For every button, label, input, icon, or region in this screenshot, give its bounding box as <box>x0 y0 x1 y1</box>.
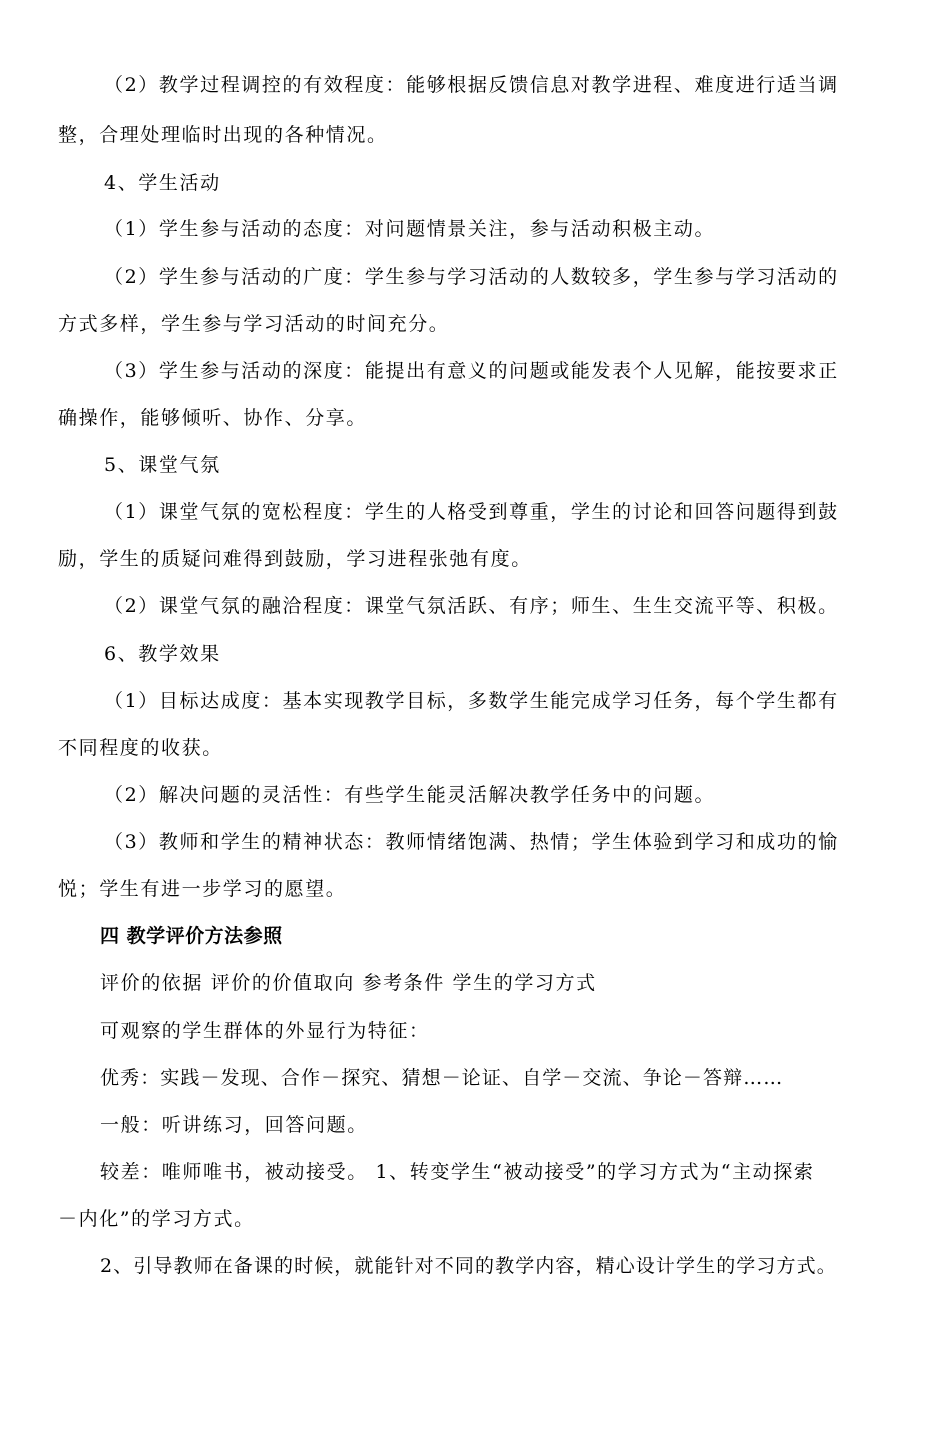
paragraph-student-breadth-line-1: （2）学生参与活动的广度：学生参与学习活动的人数较多，学生参与学习活动的 <box>104 266 839 288</box>
paragraph-atmosphere-relaxed-line-2: 励，学生的质疑问难得到鼓励，学习进程张弛有度。 <box>58 548 532 570</box>
paragraph-goal-achievement-line-1: （1）目标达成度：基本实现教学目标，多数学生能完成学习任务，每个学生都有 <box>104 690 839 712</box>
paragraph-student-attitude: （1）学生参与活动的态度：对问题情景关注，参与活动积极主动。 <box>104 218 716 240</box>
paragraph-2-teaching-process-control-line-2: 整，合理处理临时出现的各种情况。 <box>58 124 388 146</box>
paragraph-mental-state-line-1: （3）教师和学生的精神状态：教师情绪饱满、热情；学生体验到学习和成功的愉 <box>104 831 839 853</box>
paragraph-mental-state-line-2: 悦；学生有进一步学习的愿望。 <box>58 878 347 900</box>
paragraph-student-depth-line-1: （3）学生参与活动的深度：能提出有意义的问题或能发表个人见解，能按要求正 <box>104 360 839 382</box>
evaluation-criteria-line: 评价的依据 评价的价值取向 参考条件 学生的学习方式 <box>100 972 597 994</box>
poor-behavior-line-2: －内化”的学习方式。 <box>58 1208 255 1230</box>
paragraph-2-teaching-process-control-line-1: （2）教学过程调控的有效程度：能够根据反馈信息对教学进程、难度进行适当调 <box>104 74 839 96</box>
poor-behavior-line-1: 较差：唯师唯书，被动接受。 1、转变学生“被动接受”的学习方式为“主动探索 <box>100 1161 815 1183</box>
section-four-heading: 四 教学评价方法参照 <box>100 925 283 947</box>
paragraph-atmosphere-relaxed-line-1: （1）课堂气氛的宽松程度：学生的人格受到尊重，学生的讨论和回答问题得到鼓 <box>104 501 839 523</box>
paragraph-student-depth-line-2: 确操作，能够倾听、协作、分享。 <box>58 407 368 429</box>
guide-teacher-line: 2、引导教师在备课的时候，就能针对不同的教学内容，精心设计学生的学习方式。 <box>100 1255 837 1277</box>
observable-behavior-line: 可观察的学生群体的外显行为特征： <box>100 1020 430 1042</box>
section-5-classroom-atmosphere-heading: 5、课堂气氛 <box>104 454 221 476</box>
paragraph-atmosphere-harmony: （2）课堂气氛的融洽程度：课堂气氛活跃、有序；师生、生生交流平等、积极。 <box>104 595 839 617</box>
paragraph-student-breadth-line-2: 方式多样，学生参与学习活动的时间充分。 <box>58 313 450 335</box>
paragraph-problem-solving-flexibility: （2）解决问题的灵活性：有些学生能灵活解决教学任务中的问题。 <box>104 784 716 806</box>
section-6-teaching-effect-heading: 6、教学效果 <box>104 643 221 665</box>
paragraph-goal-achievement-line-2: 不同程度的收获。 <box>58 737 223 759</box>
average-behavior-line: 一般：听讲练习，回答问题。 <box>100 1114 368 1136</box>
excellent-behavior-line: 优秀：实践－发现、合作－探究、猜想－论证、自学－交流、争论－答辩…… <box>100 1067 784 1089</box>
section-4-student-activity-heading: 4、学生活动 <box>104 172 221 194</box>
